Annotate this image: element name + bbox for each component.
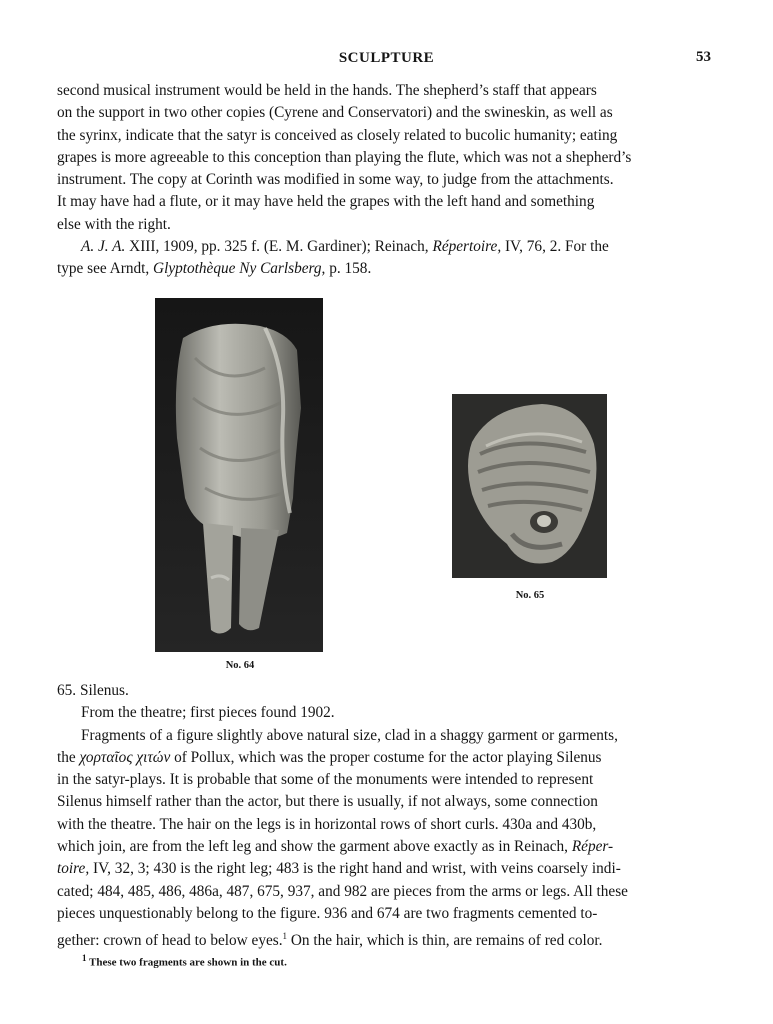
citation-text: p. 158.: [325, 260, 372, 278]
work-title: Glyptothèque Ny Carlsberg,: [153, 260, 326, 278]
text-line: instrument. The copy at Corinth was modified in some way, to judge from the attachments.: [57, 171, 614, 189]
text-span: of Pollux, which was the proper costume for the actor playing Silenus: [170, 748, 602, 766]
work-title: Réper-: [571, 838, 614, 856]
text-span: IV, 32, 3; 430 is the right leg; 483 is the right hand and wrist, with veins coarsely indi-: [89, 860, 621, 878]
greek-term: χορταῖος χιτών: [79, 748, 171, 766]
text-line: in the satyr-plays. It is probable that some of the monuments were intended to represent: [57, 771, 594, 789]
figure-64-photo: [155, 298, 323, 652]
text-line: [57, 836, 712, 858]
text-line: Fragments of a figure slightly above natural size, clad in a shaggy garment or garments,: [81, 726, 618, 744]
entry-provenance: From the theatre; first pieces found 1902.: [81, 704, 335, 722]
top-text-block: [57, 80, 712, 281]
entry-65-block: [57, 680, 712, 953]
citation-text: type see Arndt,: [57, 260, 154, 278]
running-title: SCULPTURE: [338, 50, 435, 66]
silenus-head-fragment-image: [452, 394, 607, 578]
text-line: Silenus himself rather than the actor, but there is usually, if not always, some connection: [57, 793, 598, 811]
text-line: cated; 484, 485, 486, 486a, 487, 675, 937, and 982 are pieces from the arms or legs. All these: [57, 882, 628, 900]
text-line: grapes is more agreeable to this conception than playing the flute, which was not a shepherd’s: [57, 148, 632, 166]
text-line: [57, 858, 712, 880]
text-line: the syrinx, indicate that the satyr is conceived as closely related to bucolic humanity; eating: [57, 126, 618, 144]
text-span: On the hair, which is thin, are remains of red color.: [287, 932, 603, 950]
footnote-text: These two fragments are shown in the cut.: [86, 956, 287, 969]
text-line: It may have had a flute, or it may have held the grapes with the left hand and something: [57, 193, 595, 211]
footnote: [82, 953, 287, 969]
citation-text: XIII, 1909, pp. 325 f. (E. M. Gardiner); Reinach,: [125, 238, 433, 256]
journal-abbrev: A. J. A.: [81, 238, 126, 256]
text-line: [57, 925, 712, 952]
text-span: gether: crown of head to below eyes.: [57, 932, 283, 950]
figure-65-photo: [452, 394, 607, 578]
text-line: on the support in two other copies (Cyrene and Conservatori) and the swineskin, as well as: [57, 104, 613, 122]
text-span: the: [57, 748, 80, 766]
footnote-marker: 1: [82, 953, 87, 963]
text-line: with the theatre. The hair on the legs is in horizontal rows of short curls. 430a and 430b,: [57, 815, 597, 833]
text-span: which join, are from the left leg and show the garment above exactly as in Reinach,: [57, 838, 572, 856]
text-line: pieces unquestionably belong to the figure. 936 and 674 are two fragments cemented to-: [57, 904, 598, 922]
footnote-ref: 1: [282, 931, 288, 942]
page-number: 53: [696, 49, 711, 65]
sculpture-torso-image: [155, 298, 323, 652]
citation-text: IV, 76, 2. For the: [501, 238, 609, 256]
entry-heading: 65. Silenus.: [57, 682, 129, 699]
work-title: Répertoire,: [432, 238, 502, 256]
bibliography-line: [57, 236, 712, 258]
text-line: second musical instrument would be held in the hands. The shepherd’s staff that appears: [57, 82, 597, 99]
work-title: toire,: [57, 860, 90, 878]
text-line: else with the right.: [57, 215, 171, 233]
bibliography-line: [57, 258, 712, 280]
figure-65-caption: No. 65: [515, 590, 545, 601]
figure-64-caption: No. 64: [225, 660, 255, 671]
text-line: [57, 747, 712, 769]
